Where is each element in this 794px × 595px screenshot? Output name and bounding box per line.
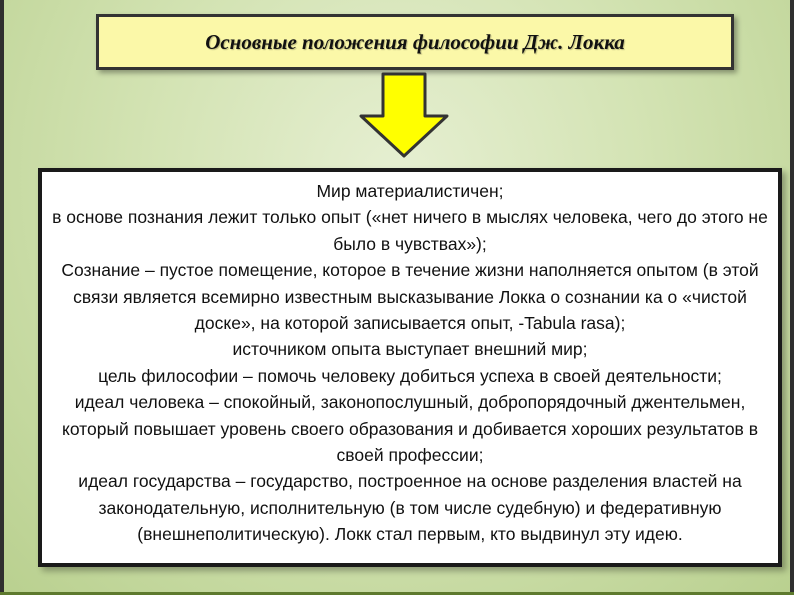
left-edge xyxy=(0,0,4,595)
title-box xyxy=(96,14,734,70)
content-box xyxy=(38,168,782,567)
right-edge xyxy=(790,0,794,595)
slide-title: Основные положения философии Дж. Локка xyxy=(205,29,625,54)
down-arrow-icon xyxy=(357,72,451,158)
slide-body: Мир материалистичен; в основе познания лежит только опыт («нет ничего в мыслях человека, чего до этого не было в чувствах»); Сознание – пустое помещение, которое в течение жизни наполняется опытом (в этой связи является всемирно известным высказывание Локка о сознании ка о «чистой доске», на которой записывается опыт, -Tabula rasa); источником опыта выступает внешний мир; цель философии – помочь человеку добиться успеха в своей деятельности; идеал человека – спокойный, законопослушный, добропорядочный джентельмен, который повышает уровень своего образования и добивается хороших результатов в своей профессии; идеал государства – государство, построенное на основе разделения властей на законодательную, исполнительную (в том числе судебную) и федеративную (внешнеполитическую). Локк стал первым, кто выдвинул эту идею. xyxy=(52,181,768,545)
